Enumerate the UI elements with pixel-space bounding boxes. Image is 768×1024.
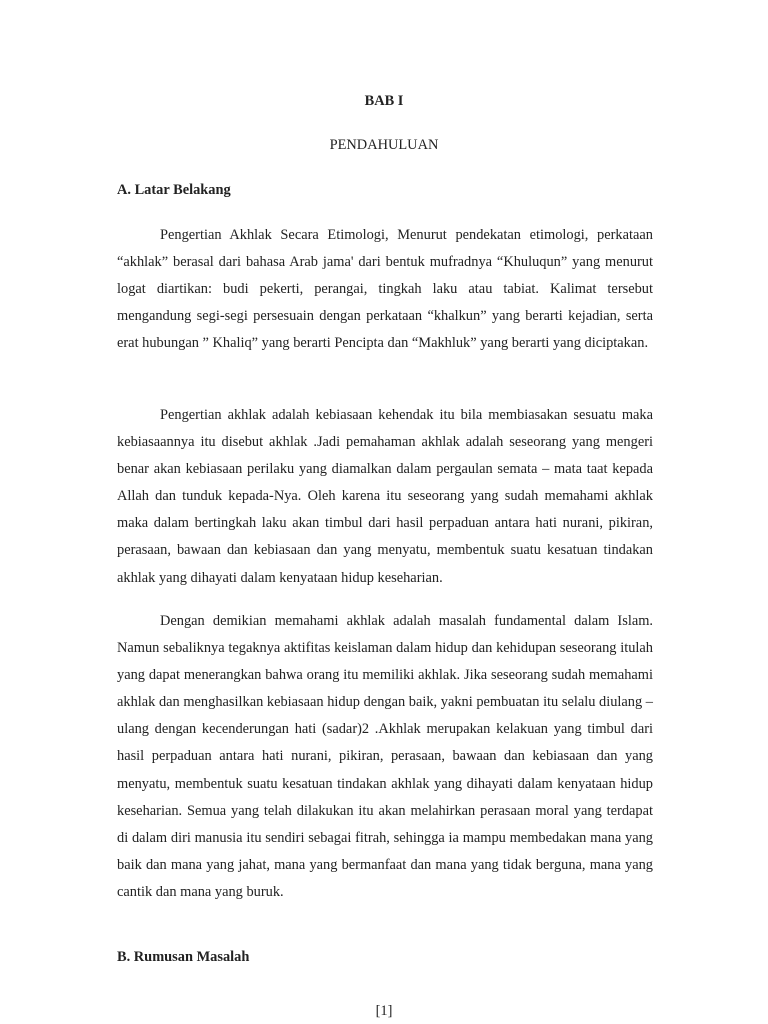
chapter-subtitle: PENDAHULUAN (329, 137, 439, 153)
paragraph: Pengertian Akhlak Secara Etimologi, Menurut pendekatan etimologi, perkataan “akhlak” berasal dari bahasa Arab jama' dari bentuk mufradnya “Khuluqun” yang menurut logat diartikan: budi pekerti, perangai, tingkah laku atau tabiat. Kalimat tersebut mengandung segi-segi persesuain dengan perkataan “khalkun” yang berarti kejadian, serta erat hubungan ” Khaliq” yang berarti Pencipta dan “Makhluk” yang berarti yang diciptakan. (117, 227, 653, 352)
page-number: [1] (375, 1003, 393, 1019)
section-heading-latar-belakang: A. Latar Belakang (117, 182, 231, 198)
section-heading-rumusan-masalah: B. Rumusan Masalah (117, 949, 250, 965)
paragraph: Pengertian akhlak adalah kebiasaan kehendak itu bila membiasakan sesuatu maka kebiasaannya itu disebut akhlak .Jadi pemahaman akhlak adalah seseorang yang mengeri benar akan kebiasaan perilaku yang diamalkan dalam pergaulan semata – mata taat kepada Allah dan tunduk kepada-Nya. Oleh karena itu seseorang yang sudah memahami akhlak maka dalam bertingkah laku akan timbul dari hasil perpaduan antara hati nurani, pikiran, perasaan, bawaan dan kebiasaan dan yang menyatu, membentuk suatu kesatuan tindakan akhlak yang dihayati dalam kenyataan hidup keseharian. (117, 407, 653, 586)
chapter-title: BAB I (364, 93, 404, 109)
paragraph: Dengan demikian memahami akhlak adalah masalah fundamental dalam Islam. Namun sebaliknya tegaknya aktifitas keislaman dalam hidup dan kehidupan seseorang itulah yang dapat menerangkan bahwa orang itu memiliki akhlak. Jika seseorang sudah memahami akhlak dan menghasilkan kebiasaan hidup dengan baik, yakni pembuatan itu selalu diulang – ulang dengan kecenderungan hati (sadar)2 .Akhlak merupakan kelakuan yang timbul dari hasil perpaduan antara hati nurani, pikiran, perasaan, bawaan dan kebiasaan dan yang menyatu, membentuk suatu kesatuan tindakan akhlak yang dihayati dalam kenyataan hidup keseharian. Semua yang telah dilakukan itu akan melahirkan perasaan moral yang terdapat di dalam diri manusia itu sendiri sebagai fitrah, sehingga ia mampu membedakan mana yang baik dan mana yang jahat, mana yang bermanfaat dan mana yang tidak berguna, mana yang cantik dan mana yang buruk. (117, 613, 653, 900)
